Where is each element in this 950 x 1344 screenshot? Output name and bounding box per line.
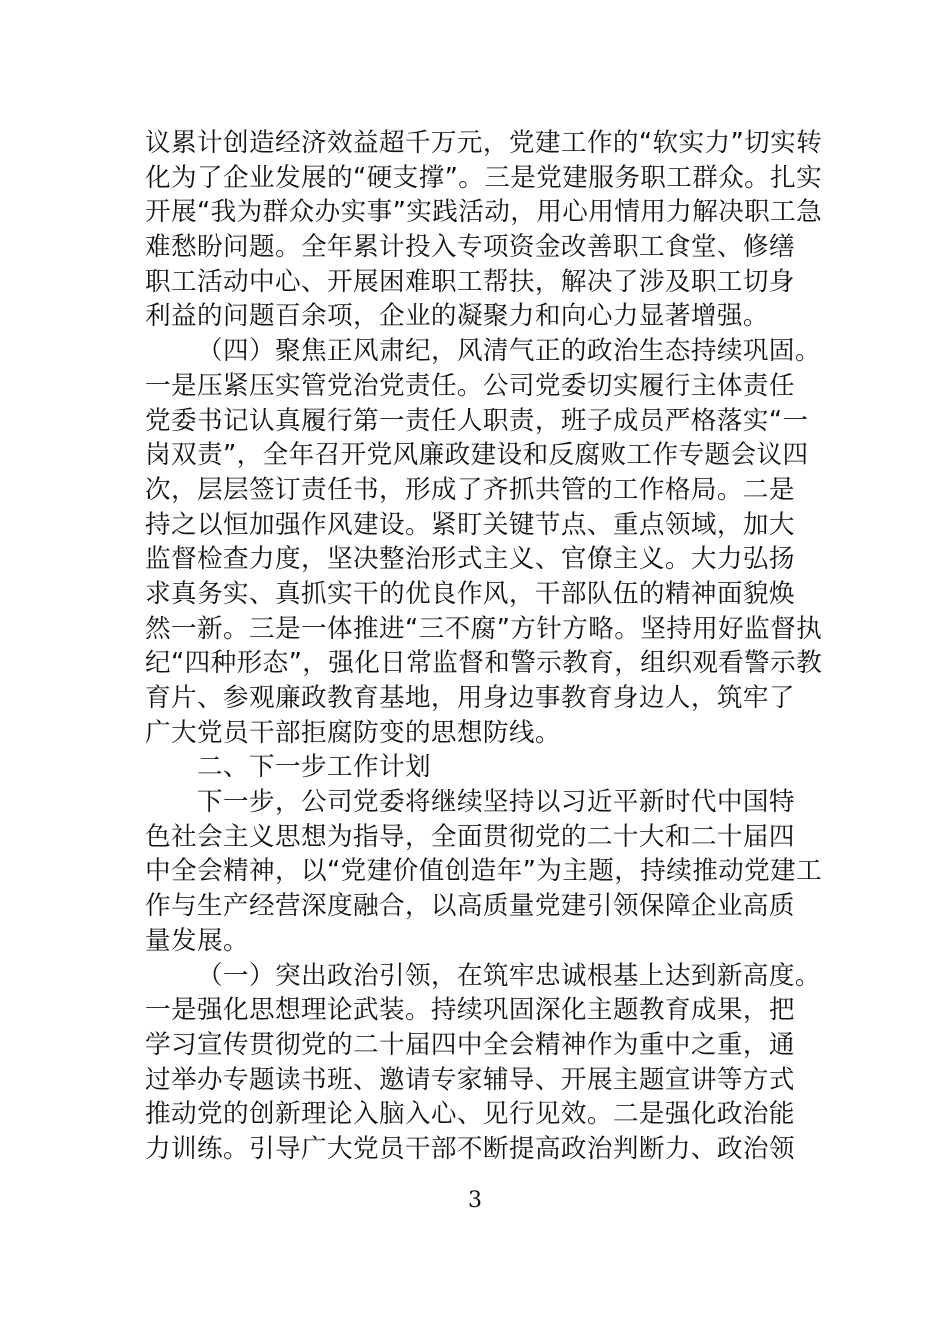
text-line: 议累计创造经济效益超千万元，党建工作的“软实力”切实转: [145, 128, 823, 158]
text-line: 推动党的创新理论入脑入心、见行见效。二是强化政治能: [145, 1099, 795, 1130]
text-line: 岗双责”，全年召开党风廉政建设和反腐败工作专题会议四: [145, 440, 809, 471]
text-line: 党委书记认真履行第一责任人职责，班子成员严格落实“一: [145, 405, 809, 436]
text-line: 持之以恒加强作风建设。紧盯关键节点、重点领域，加大: [145, 509, 795, 540]
text-line: 量发展。: [145, 925, 249, 956]
page-number: 3: [468, 1188, 482, 1213]
text-line: 然一新。三是一体推进“三不腐”方针方略。坚持用好监督执: [145, 613, 823, 644]
text-line: 学习宣传贯彻党的二十届四中全会精神作为重中之重，通: [145, 1029, 795, 1060]
text-line: 中全会精神，以“党建价值创造年”为主题，持续推动党建工: [145, 856, 823, 887]
text-line: 化为了企业发展的“硬支撑”。三是党建服务职工群众。扎实: [145, 162, 823, 193]
text-line: 育片、参观廉政教育基地，用身边事教育身边人，筑牢了: [145, 683, 795, 713]
text-line: 广大党员干部拒腐防变的思想防线。: [145, 717, 561, 748]
text-line: 作与生产经营深度融合，以高质量党建引领保障企业高质: [145, 891, 795, 922]
text-line: 监督检查力度，坚决整治形式主义、官僚主义。大力弘扬: [145, 544, 795, 575]
paragraph-start: 下一步，公司党委将继续坚持以习近平新时代中国特: [197, 787, 795, 818]
section-heading-2: 二、下一步工作计划: [197, 752, 431, 783]
text-line: 次，层层签订责任书，形成了齐抓共管的工作格局。二是: [145, 474, 795, 505]
text-line: 色社会主义思想为指导，全面贯彻党的二十大和二十届四: [145, 821, 795, 852]
text-line: 纪“四种形态”，强化日常监督和警示教育，组织观看警示教: [145, 648, 823, 679]
text-line: 一是压紧压实管党治党责任。公司党委切实履行主体责任: [145, 370, 795, 401]
section-heading-1: （一）突出政治引领，在筑牢忠诚根基上达到新高度。: [197, 960, 821, 991]
text-line: 过举办专题读书班、邀请专家辅导、开展主题宣讲等方式: [145, 1064, 795, 1095]
text-line: 求真务实、真抓实干的优良作风，干部队伍的精神面貌焕: [145, 578, 795, 609]
text-line: 一是强化思想理论武装。持续巩固深化主题教育成果，把: [145, 995, 795, 1026]
section-heading-4: （四）聚焦正风肃纪，风清气正的政治生态持续巩固。: [197, 336, 821, 367]
body-text: [145, 126, 823, 1167]
text-line: 开展“我为群众办实事”实践活动，用心用情用力解决职工急: [145, 197, 823, 228]
text-line: 利益的问题百余项，企业的凝聚力和向心力显著增强。: [145, 301, 769, 332]
text-line: 难愁盼问题。全年累计投入专项资金改善职工食堂、修缮: [145, 232, 795, 263]
text-line: 职工活动中心、开展困难职工帮扶，解决了涉及职工切身: [145, 266, 795, 297]
text-line: 力训练。引导广大党员干部不断提高政治判断力、政治领: [145, 1133, 795, 1164]
